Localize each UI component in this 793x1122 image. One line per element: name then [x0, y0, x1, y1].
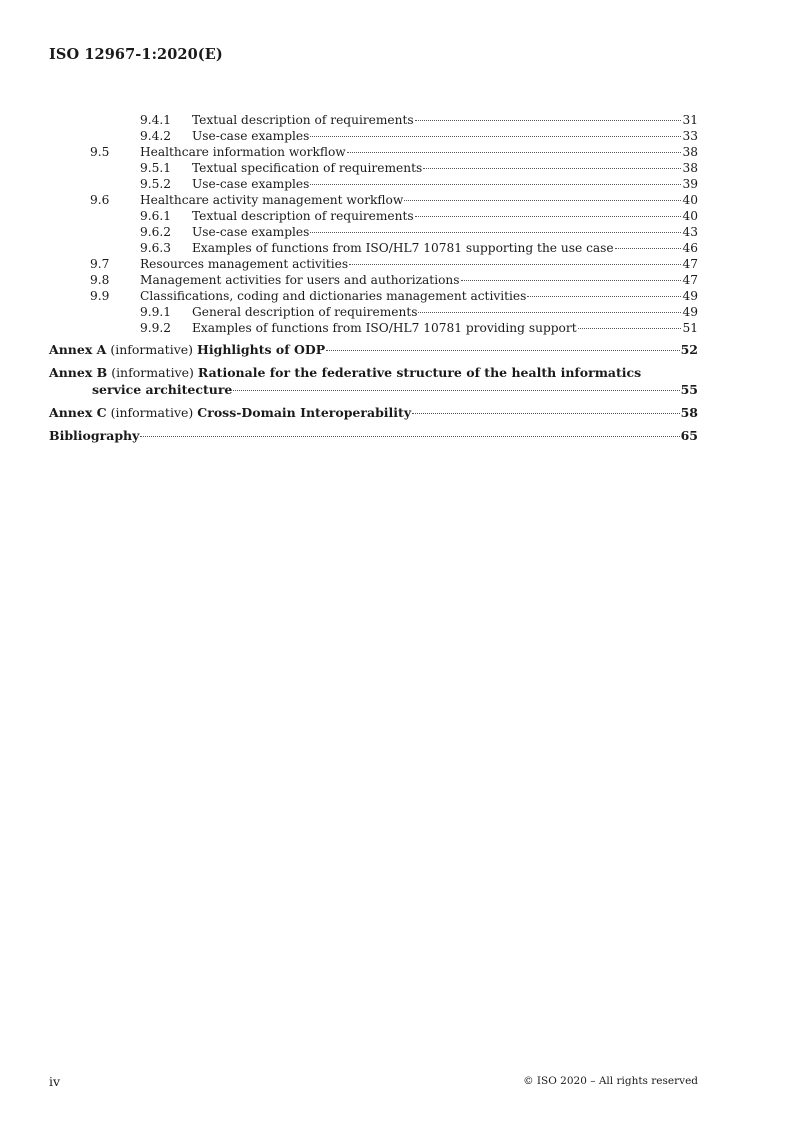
- toc-page: 38: [682, 161, 698, 175]
- toc-page: 46: [682, 241, 698, 255]
- dot-leader: [423, 168, 681, 169]
- toc-number: 9.4.1: [140, 113, 172, 127]
- toc-entry-bibliography[interactable]: [49, 428, 698, 445]
- toc-page: 40: [682, 193, 698, 207]
- toc-number: 9.9: [90, 289, 110, 303]
- toc-entry-9-4-2[interactable]: [49, 128, 698, 144]
- toc-entry-annex-b[interactable]: [49, 365, 698, 399]
- toc-entry-9-9-1[interactable]: [49, 304, 698, 320]
- copyright-notice: © ISO 2020 – All rights reserved: [523, 1075, 698, 1087]
- annex-informative: (informative): [110, 405, 194, 420]
- dot-leader: [527, 296, 681, 297]
- toc-number: 9.6: [90, 193, 110, 207]
- toc-page: 55: [680, 382, 698, 397]
- toc-title: Textual specification of requirements: [192, 161, 423, 175]
- annex-label: Annex C: [49, 405, 107, 420]
- toc-page: 38: [682, 145, 698, 159]
- toc-page: 43: [682, 225, 698, 239]
- toc-page: 65: [680, 428, 698, 443]
- bibliography-title: Bibliography: [49, 428, 140, 443]
- toc-page: 33: [682, 129, 698, 143]
- toc-title: Classifications, coding and dictionaries management activities: [140, 289, 527, 303]
- toc-page: 52: [680, 342, 698, 357]
- annex-label: Annex A: [49, 342, 107, 357]
- toc-entry-9-5-2[interactable]: [49, 176, 698, 192]
- dot-leader: [140, 436, 679, 437]
- toc-number: 9.4.2: [140, 129, 172, 143]
- toc-number: 9.6.3: [140, 241, 172, 255]
- annex-informative: (informative): [110, 342, 194, 357]
- toc-entry-annex-a[interactable]: [49, 342, 698, 359]
- toc-entry-annex-c[interactable]: [49, 405, 698, 422]
- toc-title: Use-case examples: [192, 129, 310, 143]
- dot-leader: [310, 136, 681, 137]
- toc-entry-9-6[interactable]: [49, 192, 698, 208]
- toc-title: General description of requirements: [192, 305, 418, 319]
- dot-leader: [415, 216, 682, 217]
- toc-number: 9.8: [90, 273, 110, 287]
- toc-entry-9-8[interactable]: [49, 272, 698, 288]
- toc-title: Healthcare activity management workflow: [140, 193, 404, 207]
- dot-leader: [415, 120, 682, 121]
- annex-label: Annex B: [49, 365, 108, 380]
- table-of-contents: [49, 112, 698, 445]
- page-numeral: iv: [49, 1074, 61, 1089]
- toc-entry-9-6-1[interactable]: [49, 208, 698, 224]
- toc-number: 9.7: [90, 257, 110, 271]
- toc-entry-9-9-2[interactable]: [49, 320, 698, 336]
- toc-title: Examples of functions from ISO/HL7 10781 supporting the use case: [192, 241, 614, 255]
- toc-page: 58: [680, 405, 698, 420]
- dot-leader: [418, 312, 681, 313]
- dot-leader: [310, 232, 681, 233]
- dot-leader: [347, 152, 682, 153]
- toc-page: 49: [682, 289, 698, 303]
- toc-page: 39: [682, 177, 698, 191]
- toc-entry-9-4-1[interactable]: [49, 112, 698, 128]
- dot-leader: [412, 413, 680, 414]
- annex-informative: (informative): [111, 365, 194, 380]
- toc-entry-9-5[interactable]: [49, 144, 698, 160]
- dot-leader: [461, 280, 682, 281]
- annex-title: Cross-Domain Interoperability: [197, 405, 412, 420]
- document-id-header: ISO 12967-1:2020(E): [49, 46, 223, 63]
- dot-leader: [349, 264, 681, 265]
- annex-title-line2: service architecture: [92, 382, 233, 397]
- toc-number: 9.9.1: [140, 305, 172, 319]
- toc-title: Use-case examples: [192, 177, 310, 191]
- toc-title: Management activities for users and authorizations: [140, 273, 460, 287]
- toc-title: Use-case examples: [192, 225, 310, 239]
- dot-leader: [326, 350, 679, 351]
- annex-title: Highlights of ODP: [197, 342, 326, 357]
- dot-leader: [233, 390, 679, 391]
- toc-page: 40: [682, 209, 698, 223]
- toc-page: 49: [682, 305, 698, 319]
- toc-title: Healthcare information workflow: [140, 145, 346, 159]
- toc-title: Resources management activities: [140, 257, 349, 271]
- toc-number: 9.6.2: [140, 225, 172, 239]
- toc-title: Examples of functions from ISO/HL7 10781 providing support: [192, 321, 577, 335]
- toc-page: 47: [682, 257, 698, 271]
- toc-entry-9-6-3[interactable]: [49, 240, 698, 256]
- toc-entry-9-6-2[interactable]: [49, 224, 698, 240]
- toc-entry-9-9[interactable]: [49, 288, 698, 304]
- annex-title-line1: Rationale for the federative structure of the health informatics: [197, 365, 642, 380]
- toc-number: 9.5.2: [140, 177, 172, 191]
- toc-page: 31: [682, 113, 698, 127]
- toc-entry-9-7[interactable]: [49, 256, 698, 272]
- dot-leader: [310, 184, 681, 185]
- dot-leader: [615, 248, 682, 249]
- toc-number: 9.9.2: [140, 321, 172, 335]
- toc-number: 9.5: [90, 145, 110, 159]
- toc-number: 9.5.1: [140, 161, 172, 175]
- toc-page: 47: [682, 273, 698, 287]
- toc-entry-9-5-1[interactable]: [49, 160, 698, 176]
- toc-title: Textual description of requirements: [192, 209, 414, 223]
- toc-page: 51: [682, 321, 698, 335]
- toc-title: Textual description of requirements: [192, 113, 414, 127]
- dot-leader: [578, 328, 682, 329]
- dot-leader: [404, 200, 681, 201]
- toc-number: 9.6.1: [140, 209, 172, 223]
